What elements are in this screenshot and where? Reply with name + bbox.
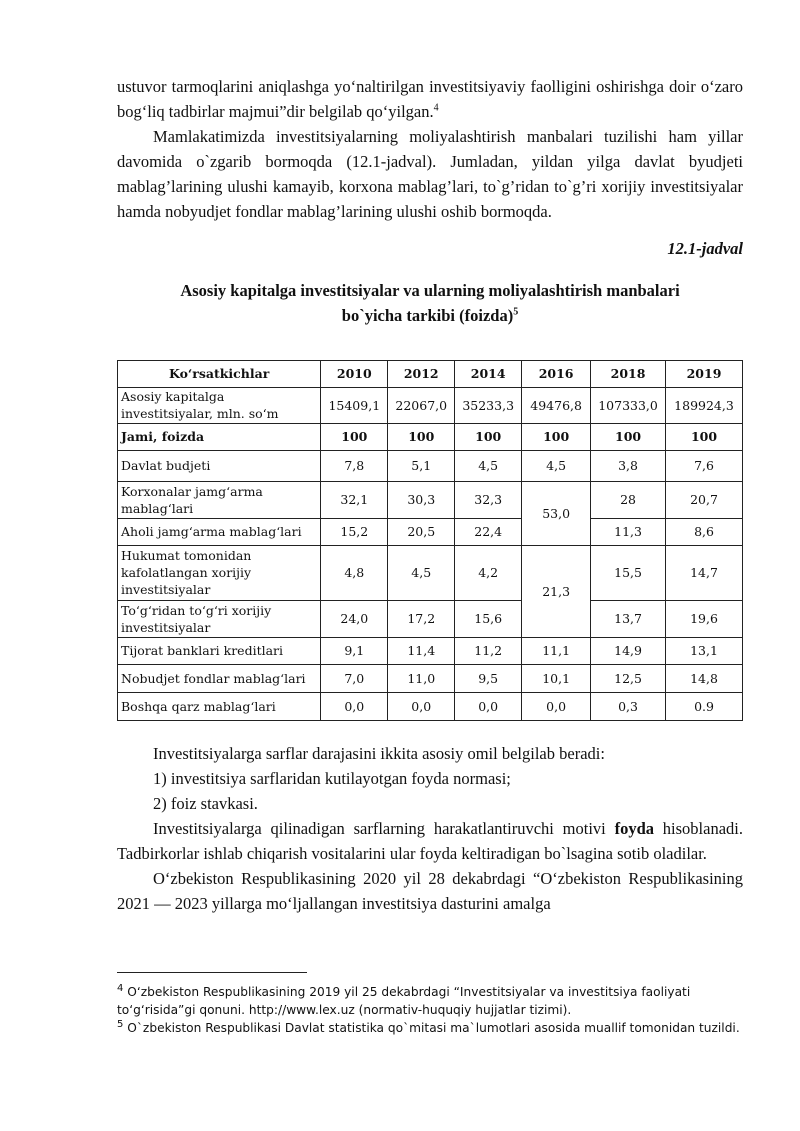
table-cell: 3,8	[591, 450, 666, 481]
table-row	[118, 600, 743, 637]
table-cell: 15,5	[591, 545, 666, 600]
investment-sources-table	[117, 360, 743, 721]
paragraph-factors: Investitsiyalarga sarflar darajasini ikkita asosiy omil belgilab beradi:	[153, 743, 605, 763]
page-content	[117, 74, 743, 916]
footnote-ref-4[interactable]: 4	[433, 102, 439, 114]
intro-text: ustuvor tarmoqlarini aniqlashga yo‘naltirilgan investitsiyaviy faolligini oshirishga doir o‘zaro bog‘liq tadbirlar majmui”dir belgilab qo‘yilgan.	[117, 77, 743, 121]
header-year: 2016	[522, 360, 591, 387]
footnote-mark: 5	[117, 1018, 124, 1030]
table-cell: 107333,0	[591, 387, 666, 423]
table-cell: 11,3	[591, 518, 666, 545]
list-item: 1) investitsiya sarflaridan kutilayotgan foyda normasi;	[153, 768, 511, 788]
table-cell: 14,8	[666, 664, 743, 692]
intro-paragraph	[117, 74, 743, 124]
table-cell: 189924,3	[666, 387, 743, 423]
table-row	[118, 481, 743, 518]
table-cell: 15,6	[455, 600, 522, 637]
table-cell: 100	[666, 423, 743, 450]
list-item: 2) foiz stavkasi.	[153, 793, 258, 813]
header-year: 2012	[388, 360, 455, 387]
table-row	[118, 664, 743, 692]
table-cell: 9,1	[321, 637, 388, 664]
merged-cell: 53,0	[522, 481, 591, 545]
table-header-row	[118, 360, 743, 387]
merged-cell: 21,3	[522, 545, 591, 637]
table-cell: 0,0	[388, 692, 455, 720]
table-cell: 9,5	[455, 664, 522, 692]
table-cell: 10,1	[522, 664, 591, 692]
table-title-line-1: Asosiy kapitalga investitsiyalar va ularning moliyalashtirish manbalari	[180, 280, 680, 300]
table-cell: 0,0	[455, 692, 522, 720]
table-cell: 28	[591, 481, 666, 518]
motive-text-start: Investitsiyalarga qilinadigan sarflarning harakatlantiruvchi motivi	[153, 818, 615, 838]
table-row	[118, 637, 743, 664]
table-cell: 4,5	[388, 545, 455, 600]
table-cell: 5,1	[388, 450, 455, 481]
table-row	[118, 423, 743, 450]
table-cell: 4,5	[455, 450, 522, 481]
table-cell: 100	[455, 423, 522, 450]
body-after-table	[117, 741, 743, 916]
table-cell: 8,6	[666, 518, 743, 545]
header-year: 2010	[321, 360, 388, 387]
paragraph-sources: Mamlakatimizda investitsiyalarning moliyalashtirish manbalari tuzilishi ham yillar davomida o`zgarib bormoqda (12.1-jadval). Jumladan, yildan yilga davlat byudjeti mablag’larining ulushi kamayib, korxona mablag’lari, to`g’ridan to`g’ri xorijiy investitsiyalar hamda nobyudjet fondlar mablag’larining ulushi oshib bormoqda.	[117, 127, 743, 221]
table-title-line-2	[117, 303, 743, 328]
table-cell: 100	[321, 423, 388, 450]
header-year: 2014	[455, 360, 522, 387]
table-cell: 4,8	[321, 545, 388, 600]
motive-text-end: hisoblanadi. Tadbirkorlar ishlab chiqarish vositalarini ular foyda keltiradigan bo`lsagina sotib oladilar.	[117, 818, 743, 863]
row-label: Davlat budjeti	[118, 450, 321, 481]
footnote-text: O‘zbekiston Respublikasining 2019 yil 25 dekabrdagi “Investitsiyalar va investitsiya faoliyati to‘g‘risida”gi qonuni. http://www.lex.uz (normativ-huquqiy hujjatlar tizimi).	[117, 985, 691, 1017]
row-label: Jami, foizda	[118, 423, 321, 450]
table-cell: 100	[522, 423, 591, 450]
footnote-4	[117, 983, 743, 1019]
table-cell: 100	[388, 423, 455, 450]
table-cell: 20,5	[388, 518, 455, 545]
row-label: Aholi jamg‘arma mablag‘lari	[118, 518, 321, 545]
footnotes	[117, 983, 743, 1037]
table-cell: 13,7	[591, 600, 666, 637]
table-row	[118, 387, 743, 423]
motive-keyword: foyda	[614, 818, 654, 838]
table-cell: 7,8	[321, 450, 388, 481]
row-label: Nobudjet fondlar mablag‘lari	[118, 664, 321, 692]
footnote-text: O`zbekiston Respublikasi Davlat statistika qo`mitasi ma`lumotlari asosida muallif tomonidan tuzildi.	[127, 1021, 740, 1035]
row-label: Asosiy kapitalga investitsiyalar, mln. so‘m	[118, 387, 321, 423]
row-label: Boshqa qarz mablag‘lari	[118, 692, 321, 720]
table-cell: 7,6	[666, 450, 743, 481]
table-cell: 22,4	[455, 518, 522, 545]
table-row	[118, 518, 743, 545]
header-year: 2018	[591, 360, 666, 387]
table-row	[118, 545, 743, 600]
table-cell: 49476,8	[522, 387, 591, 423]
table-cell: 22067,0	[388, 387, 455, 423]
paragraph-motive	[117, 816, 743, 866]
table-cell: 15409,1	[321, 387, 388, 423]
table-cell: 32,3	[455, 481, 522, 518]
table-cell: 30,3	[388, 481, 455, 518]
table-cell: 0.9	[666, 692, 743, 720]
table-cell: 4,5	[522, 450, 591, 481]
table-cell: 11,1	[522, 637, 591, 664]
table-title-text: bo`yicha tarkibi (foizda)	[341, 305, 514, 325]
table-cell: 19,6	[666, 600, 743, 637]
footnote-separator	[117, 972, 307, 973]
footnote-ref-5[interactable]: 5	[513, 306, 519, 317]
footnote-5	[117, 1019, 743, 1037]
row-label: Hukumat tomonidan kafolatlangan xorijiy investitsiyalar	[118, 545, 321, 600]
table-cell: 100	[591, 423, 666, 450]
table-row	[118, 450, 743, 481]
table-cell: 13,1	[666, 637, 743, 664]
table-cell: 32,1	[321, 481, 388, 518]
row-label: Korxonalar jamg‘arma mablag‘lari	[118, 481, 321, 518]
table-number: 12.1-jadval	[667, 239, 743, 258]
table-cell: 11,4	[388, 637, 455, 664]
table-cell: 20,7	[666, 481, 743, 518]
table-cell: 7,0	[321, 664, 388, 692]
header-indicators: Ko‘rsatkichlar	[118, 360, 321, 387]
row-label: Tijorat banklari kreditlari	[118, 637, 321, 664]
table-cell: 0,3	[591, 692, 666, 720]
table-cell: 0,0	[522, 692, 591, 720]
table-cell: 17,2	[388, 600, 455, 637]
footnote-mark: 4	[117, 982, 124, 994]
paragraph-decree: O‘zbekiston Respublikasining 2020 yil 28 dekabrdagi “O‘zbekiston Respublikasining 2021 — 2023 yillarga mo‘ljallangan investitsiya dasturini amalga	[117, 868, 743, 913]
table-cell: 14,7	[666, 545, 743, 600]
table-cell: 11,0	[388, 664, 455, 692]
table-cell: 15,2	[321, 518, 388, 545]
table-cell: 14,9	[591, 637, 666, 664]
header-year: 2019	[666, 360, 743, 387]
table-cell: 11,2	[455, 637, 522, 664]
table-cell: 35233,3	[455, 387, 522, 423]
table-cell: 12,5	[591, 664, 666, 692]
table-cell: 4,2	[455, 545, 522, 600]
table-cell: 0,0	[321, 692, 388, 720]
row-label: To‘g‘ridan to‘g‘ri xorijiy investitsiyalar	[118, 600, 321, 637]
table-row	[118, 692, 743, 720]
table-cell: 24,0	[321, 600, 388, 637]
